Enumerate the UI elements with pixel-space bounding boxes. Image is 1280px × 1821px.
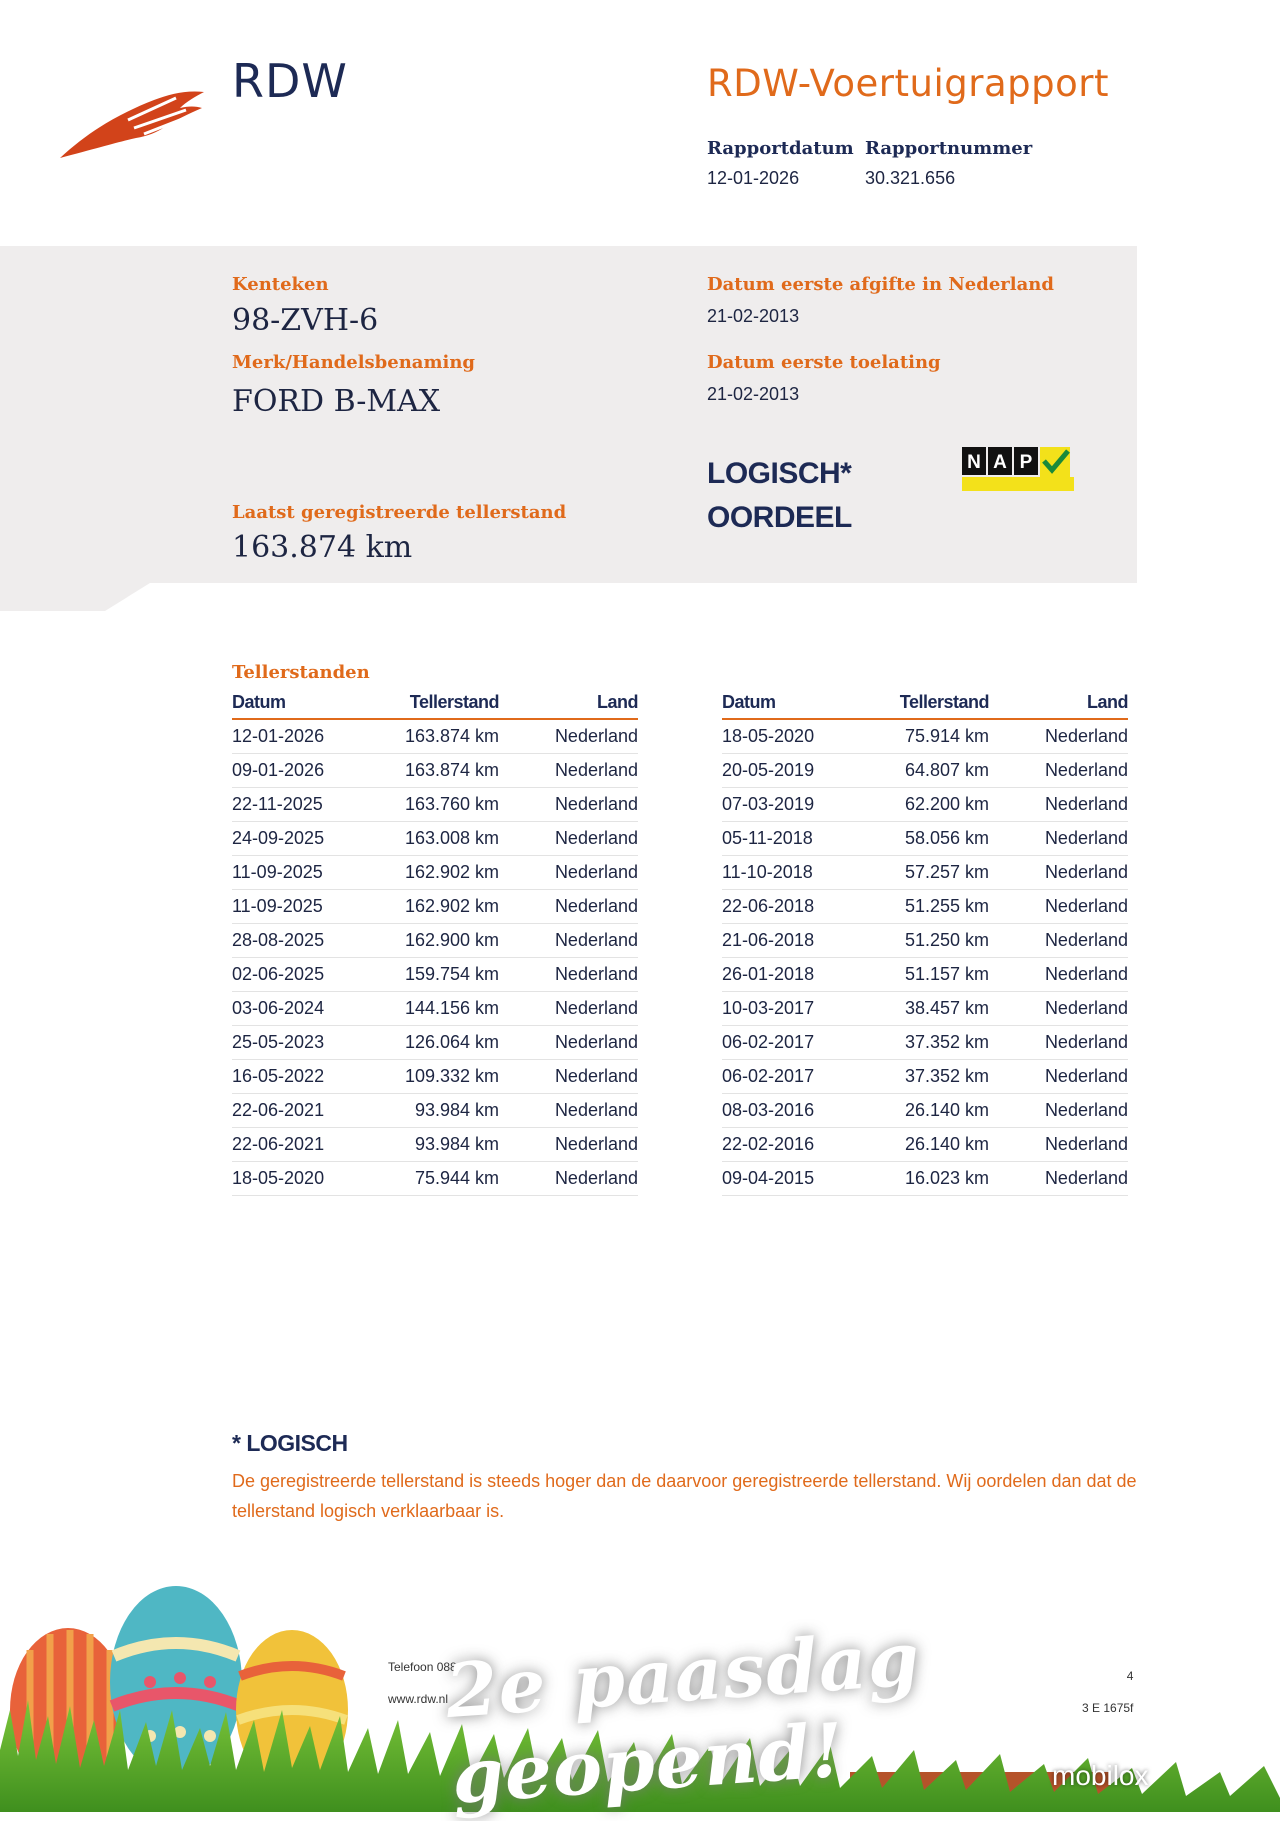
row-odometer: 26.140 km	[862, 1094, 989, 1128]
nap-letter-n: N	[967, 452, 981, 473]
odometer-section-title: Tellerstanden	[232, 662, 370, 683]
report-title: RDW-Voertuigrapport	[707, 62, 1109, 105]
row-country: Nederland	[989, 719, 1128, 754]
report-date-label: Rapportdatum	[707, 138, 854, 159]
report-date-value: 12-01-2026	[707, 168, 800, 188]
row-date: 16-05-2022	[232, 1060, 372, 1094]
table-row	[232, 1094, 638, 1128]
vehicle-panel	[0, 246, 1137, 583]
table-row	[232, 719, 638, 754]
row-odometer: 144.156 km	[372, 992, 499, 1026]
verdict	[707, 452, 852, 540]
table-row	[232, 992, 638, 1026]
row-date: 07-03-2019	[722, 788, 862, 822]
row-country: Nederland	[989, 1026, 1128, 1060]
row-odometer: 51.255 km	[862, 890, 989, 924]
merk-value: FORD B-MAX	[232, 384, 441, 419]
table-row	[232, 1060, 638, 1094]
row-country: Nederland	[499, 1162, 638, 1196]
row-odometer: 93.984 km	[372, 1128, 499, 1162]
row-country: Nederland	[989, 958, 1128, 992]
table-row	[232, 924, 638, 958]
row-odometer: 37.352 km	[862, 1060, 989, 1094]
table-row	[722, 1060, 1128, 1094]
verdict-line-2: OORDEEL	[707, 501, 852, 534]
row-odometer: 162.902 km	[372, 856, 499, 890]
table-row	[722, 924, 1128, 958]
row-date: 06-02-2017	[722, 1026, 862, 1060]
table-row	[722, 958, 1128, 992]
first-issue-value: 21-02-2013	[707, 306, 800, 326]
row-date: 26-01-2018	[722, 958, 862, 992]
row-country: Nederland	[499, 1026, 638, 1060]
row-odometer: 163.874 km	[372, 719, 499, 754]
row-country: Nederland	[499, 822, 638, 856]
table-row	[722, 856, 1128, 890]
table-row	[722, 822, 1128, 856]
row-country: Nederland	[499, 856, 638, 890]
row-country: Nederland	[499, 992, 638, 1026]
row-odometer: 62.200 km	[862, 788, 989, 822]
col-country: Land	[499, 690, 638, 719]
row-date: 22-06-2021	[232, 1094, 372, 1128]
table-row	[232, 890, 638, 924]
row-date: 10-03-2017	[722, 992, 862, 1026]
row-country: Nederland	[989, 788, 1128, 822]
row-country: Nederland	[499, 788, 638, 822]
row-country: Nederland	[499, 890, 638, 924]
verdict-line-1: LOGISCH*	[707, 457, 852, 490]
row-odometer: 162.902 km	[372, 890, 499, 924]
table-row	[232, 788, 638, 822]
row-country: Nederland	[989, 856, 1128, 890]
footer-code: 3 E 1675f	[1082, 1701, 1134, 1715]
row-country: Nederland	[989, 992, 1128, 1026]
row-date: 12-01-2026	[232, 719, 372, 754]
row-country: Nederland	[989, 1162, 1128, 1196]
row-country: Nederland	[989, 1128, 1128, 1162]
row-odometer: 163.760 km	[372, 788, 499, 822]
rdw-logo-icon	[58, 80, 208, 167]
row-odometer: 57.257 km	[862, 856, 989, 890]
nap-logo	[962, 447, 1074, 491]
row-odometer: 58.056 km	[862, 822, 989, 856]
row-date: 18-05-2020	[722, 719, 862, 754]
row-odometer: 26.140 km	[862, 1128, 989, 1162]
row-date: 28-08-2025	[232, 924, 372, 958]
first-admission-label: Datum eerste toelating	[707, 352, 941, 373]
footer-phone: Telefoon 088	[388, 1660, 457, 1674]
row-country: Nederland	[989, 754, 1128, 788]
row-date: 11-10-2018	[722, 856, 862, 890]
row-country: Nederland	[499, 924, 638, 958]
row-country: Nederland	[989, 822, 1128, 856]
report-number-value: 30.321.656	[865, 168, 956, 188]
table-row	[722, 719, 1128, 754]
row-country: Nederland	[499, 754, 638, 788]
nap-letter-p: P	[1019, 452, 1033, 473]
footer-page: 4	[1126, 1669, 1134, 1683]
row-date: 25-05-2023	[232, 1026, 372, 1060]
row-odometer: 163.874 km	[372, 754, 499, 788]
odometer-table-left	[232, 690, 638, 1196]
row-country: Nederland	[989, 1060, 1128, 1094]
report-number-label: Rapportnummer	[865, 138, 1033, 159]
table-row	[722, 1162, 1128, 1196]
table-row	[232, 958, 638, 992]
col-country: Land	[989, 690, 1128, 719]
banner-slogan: 2e paasdag geopend!	[443, 1616, 923, 1821]
row-date: 22-06-2018	[722, 890, 862, 924]
row-country: Nederland	[499, 719, 638, 754]
row-odometer: 16.023 km	[862, 1162, 989, 1196]
table-row	[722, 754, 1128, 788]
row-date: 08-03-2016	[722, 1094, 862, 1128]
col-date: Datum	[722, 690, 862, 719]
row-date: 18-05-2020	[232, 1162, 372, 1196]
footnote-text: De geregistreerde tellerstand is steeds hoger dan de daarvoor geregistreerde tellerstand. Wij oordelen dan dat de tellerstand logisch verklaarbaar is.	[232, 1471, 1137, 1521]
row-odometer: 51.157 km	[862, 958, 989, 992]
row-odometer: 37.352 km	[862, 1026, 989, 1060]
row-date: 06-02-2017	[722, 1060, 862, 1094]
row-date: 09-01-2026	[232, 754, 372, 788]
table-row	[232, 754, 638, 788]
row-date: 20-05-2019	[722, 754, 862, 788]
row-date: 09-04-2015	[722, 1162, 862, 1196]
table-row	[232, 1026, 638, 1060]
table-row	[722, 992, 1128, 1026]
merk-label: Merk/Handelsbenaming	[232, 352, 476, 373]
row-country: Nederland	[499, 1128, 638, 1162]
row-odometer: 163.008 km	[372, 822, 499, 856]
table-row	[232, 856, 638, 890]
table-row	[232, 822, 638, 856]
row-date: 22-11-2025	[232, 788, 372, 822]
table-row	[722, 890, 1128, 924]
row-date: 11-09-2025	[232, 890, 372, 924]
row-odometer: 64.807 km	[862, 754, 989, 788]
row-date: 05-11-2018	[722, 822, 862, 856]
row-odometer: 93.984 km	[372, 1094, 499, 1128]
row-date: 21-06-2018	[722, 924, 862, 958]
table-row	[722, 1026, 1128, 1060]
first-admission-value: 21-02-2013	[707, 384, 800, 404]
footnote-title: * LOGISCH	[232, 1430, 348, 1456]
row-date: 02-06-2025	[232, 958, 372, 992]
col-odometer: Tellerstand	[372, 690, 499, 719]
row-date: 22-02-2016	[722, 1128, 862, 1162]
row-date: 22-06-2021	[232, 1128, 372, 1162]
row-country: Nederland	[989, 890, 1128, 924]
odometer-table-right	[722, 690, 1128, 1196]
brand-name: RDW	[232, 54, 348, 108]
footer-website: www.rdw.nl	[388, 1692, 449, 1706]
row-date: 03-06-2024	[232, 992, 372, 1026]
row-country: Nederland	[499, 958, 638, 992]
first-issue-label: Datum eerste afgifte in Nederland	[707, 274, 1054, 295]
kenteken-value: 98-ZVH-6	[232, 303, 379, 338]
mobilox-watermark: mobilox	[1052, 1760, 1149, 1791]
row-odometer: 126.064 km	[372, 1026, 499, 1060]
row-odometer: 51.250 km	[862, 924, 989, 958]
panel-notch	[0, 583, 150, 611]
odometer-label: Laatst geregistreerde tellerstand	[232, 502, 567, 523]
row-odometer: 38.457 km	[862, 992, 989, 1026]
row-odometer: 75.914 km	[862, 719, 989, 754]
table-row	[722, 1128, 1128, 1162]
table-row	[722, 788, 1128, 822]
row-country: Nederland	[499, 1094, 638, 1128]
row-date: 11-09-2025	[232, 856, 372, 890]
table-row	[232, 1128, 638, 1162]
row-country: Nederland	[989, 924, 1128, 958]
nap-letter-a: A	[993, 452, 1007, 473]
row-odometer: 75.944 km	[372, 1162, 499, 1196]
row-date: 24-09-2025	[232, 822, 372, 856]
kenteken-label: Kenteken	[232, 274, 329, 295]
row-odometer: 162.900 km	[372, 924, 499, 958]
row-country: Nederland	[499, 1060, 638, 1094]
row-odometer: 159.754 km	[372, 958, 499, 992]
table-row	[232, 1162, 638, 1196]
col-date: Datum	[232, 690, 372, 719]
row-country: Nederland	[989, 1094, 1128, 1128]
odometer-value: 163.874 km	[232, 530, 413, 565]
row-odometer: 109.332 km	[372, 1060, 499, 1094]
col-odometer: Tellerstand	[862, 690, 989, 719]
table-row	[722, 1094, 1128, 1128]
